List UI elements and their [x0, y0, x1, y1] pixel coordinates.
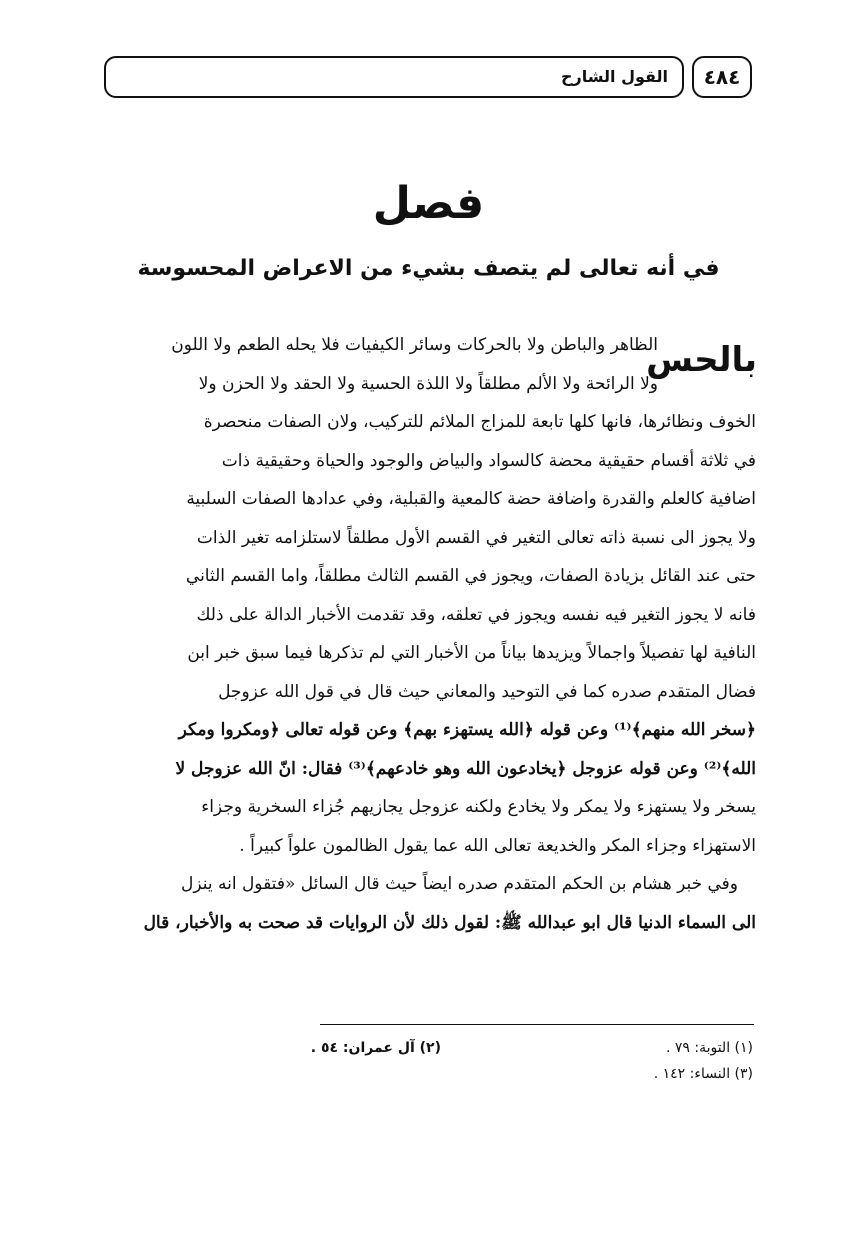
footnote-1: (١) التوبة: ٧٩ . [665, 1040, 753, 1056]
body-line: ولا يجوز الى نسبة ذاته تعالى التغير في القسم الأول مطلقاً لاستلزامه تغير الذات [196, 527, 756, 548]
page-number: ٤٨٤ [692, 56, 752, 98]
footnote-2: (٢) آل عمران: ٥٤ . [310, 1040, 441, 1056]
footnote-3: (٣) النساء: ١٤٢ . [653, 1066, 753, 1082]
body-line: في ثلاثة أقسام حقيقية محضة كالسواد والبياض والوجود والحياة وحقيقية ذات [221, 450, 756, 471]
book-title: القول الشارح [560, 67, 668, 86]
body-line: الله﴾⁽²⁾ وعن قوله عزوجل ﴿يخادعون الله وهو خادعهم﴾⁽³⁾ فقال: انّ الله عزوجل لا [175, 758, 756, 779]
chapter-title: فصل [372, 178, 485, 229]
running-header [104, 56, 684, 98]
body-line: الى السماء الدنيا قال ابو عبدالله ﷺ: لقول ذلك لأن الروايات قد صحت به والأخبار، قال [143, 912, 756, 933]
margin-word: بالحس [646, 340, 757, 380]
body-line: حتى عند القائل بزيادة الصفات، ويجوز في القسم الثالث مطلقاً، واما القسم الثاني [185, 566, 756, 586]
body-line: ﴿سخر الله منهم﴾⁽¹⁾ وعن قوله ﴿الله يستهزء بهم﴾ وعن قوله تعالى ﴿ومكروا ومكر [178, 720, 756, 740]
body-line: فضال المتقدم صدره كما في التوحيد والمعاني حيث قال في قول الله عزوجل [218, 681, 756, 702]
body-line: ولا الرائحة ولا الألم مطلقاً ولا اللذة الحسية ولا الحقد ولا الحزن ولا [198, 373, 658, 394]
body-line: النافية لها تفصيلاً واجمالاً ويزيدها بياناً من الأخبار التي لم تذكرها فيما سبق خبر ابن [187, 643, 756, 663]
body-line: الاستهزاء وجزاء المكر والخديعة تعالى الله عما يقول الظالمون علواً كبيراً . [239, 835, 756, 856]
footnote-divider [320, 1024, 754, 1025]
body-line: الخوف ونظائرها، فانها كلها تابعة للمزاج الملائم للتركيب، ولان الصفات منحصرة [203, 412, 756, 432]
body-line: وفي خبر هشام بن الحكم المتقدم صدره ايضاً حيث قال السائل «فتقول انه ينزل [180, 874, 738, 894]
body-line: يسخر ولا يستهزء ولا يمكر ولا يخادع ولكنه عزوجل يجازيهم جُزاء السخرية وجزاء [201, 797, 756, 817]
section-title: في أنه تعالى لم يتصف بشيء من الاعراض المحسوسة [137, 256, 720, 281]
body-text [96, 326, 756, 942]
body-line: الظاهر والباطن ولا بالحركات وسائر الكيفيات فلا يحله الطعم ولا اللون [171, 335, 658, 355]
body-line: فانه لا يجوز التغير فيه نفسه ويجوز في تعلقه، وقد تقدمت الأخبار الدالة على ذلك [196, 604, 756, 625]
body-line: اضافية كالعلم والقدرة واضافة حضة كالمعية والقبلية، وفي عدادها الصفات السلبية [186, 489, 756, 509]
